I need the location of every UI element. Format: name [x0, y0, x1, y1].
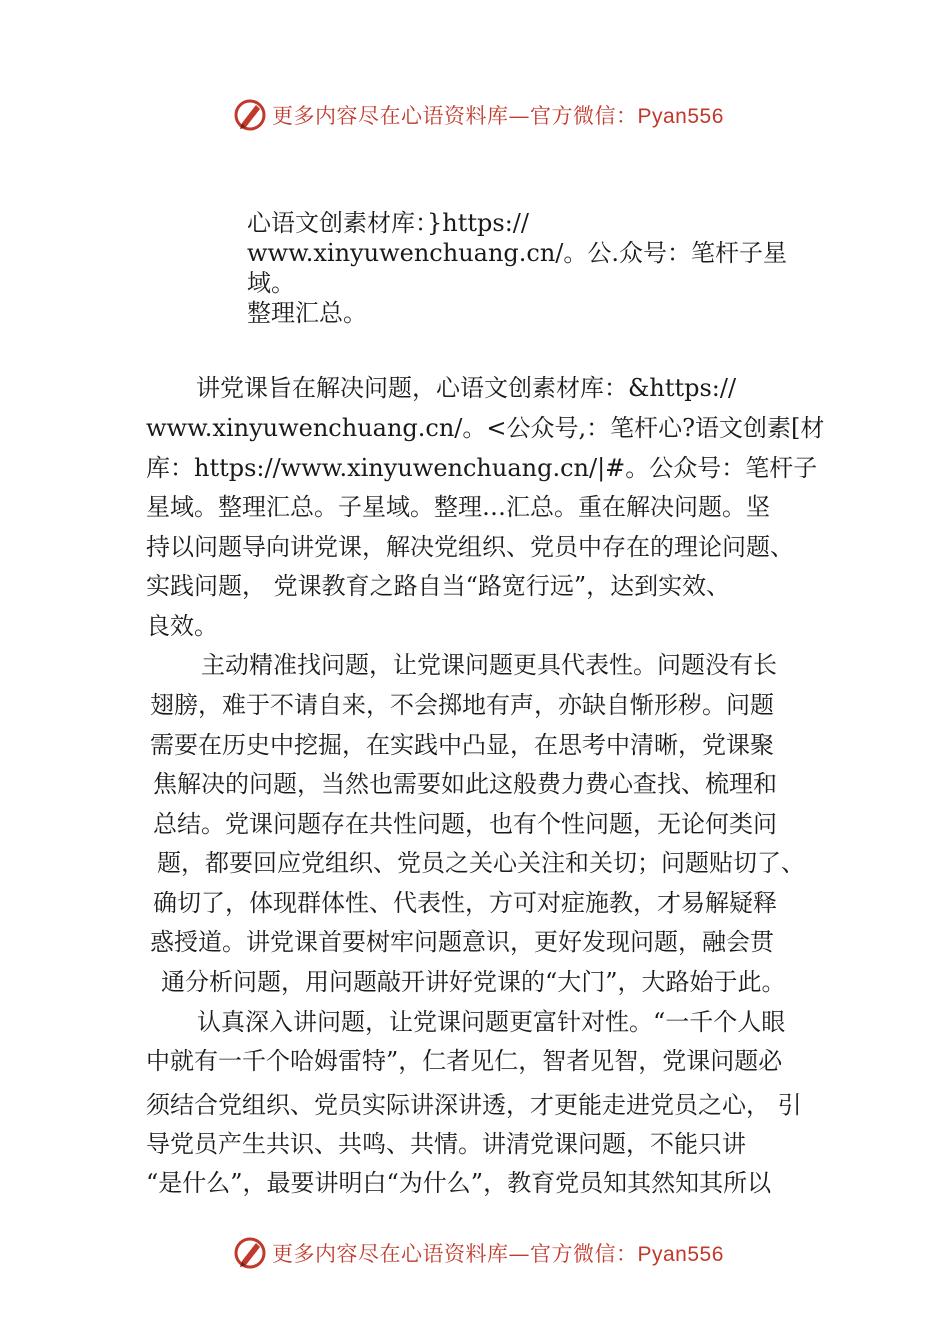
- body-line: 焦解决的问题，当然也需要如此这般费力费心查找、梳理和: [153, 770, 777, 798]
- body-line: “是什么”，最要讲明白“为什么”，教育党员知其然知其所以: [146, 1169, 772, 1197]
- body-line: 题，都要回应党组织、党员之关心关注和关切；问题贴切了、: [157, 849, 805, 877]
- banner-text: 更多内容尽在心语资料库—官方微信：Pyan556: [272, 1242, 724, 1266]
- body-line: 认真深入讲问题，让党课问题更富针对性。“一千个人眼: [197, 1008, 786, 1036]
- body-line: 导党员产生共识、共鸣、共情。讲清党课问题，不能只讲: [146, 1130, 746, 1158]
- source-note-line: 整理汇总。: [247, 299, 367, 327]
- banner-text: 更多内容尽在心语资料库—官方微信：Pyan556: [272, 104, 724, 128]
- body-line: 总结。党课问题存在共性问题，也有个性问题，无论何类问: [153, 810, 777, 838]
- body-line: 良效。: [146, 612, 218, 640]
- body-line: 翅膀，难于不请自来，不会掷地有声，亦缺自惭形秽。问题: [150, 691, 774, 719]
- footer-banner: [232, 1235, 724, 1271]
- body-line: 通分析问题，用问题敲开讲好党课的“大门”，大路始于此。: [161, 968, 786, 996]
- body-line: 需要在历史中挖掘，在实践中凸显，在思考中清晰，党课聚: [150, 731, 774, 759]
- header-banner: [232, 97, 724, 133]
- body-line: 持以问题导向讲党课，解决党组织、党员中存在的理论问题、: [146, 533, 794, 561]
- pen-logo-icon: [232, 1235, 268, 1271]
- body-line: 讲党课旨在解决问题，心语文创素材库：&https://: [196, 374, 737, 402]
- body-line: 中就有一千个哈姆雷特”，仁者见仁，智者见智，党课问题必: [146, 1047, 783, 1075]
- body-line: www.xinyuwenchuang.cn/。<公众号,：笔杆心?语文创素[材: [146, 414, 825, 442]
- body-line: 须结合党组织、党员实际讲深讲透，才更能走进党员之心， 引: [146, 1091, 802, 1119]
- body-line: 星域。整理汇总。子星域。整理…汇总。重在解决问题。坚: [146, 493, 770, 521]
- source-note: [247, 208, 827, 328]
- body-line: 惑授道。讲党课首要树牢问题意识，更好发现问题，融会贯: [150, 928, 774, 956]
- pen-logo-icon: [232, 97, 268, 133]
- body-line: 库：https://www.xinyuwenchuang.cn/|#。公众号：笔杆子: [146, 454, 818, 482]
- source-note-line: www.xinyuwenchuang.cn/。公.众号：笔杆子星域。: [247, 239, 788, 297]
- body-line: 确切了，体现群体性、代表性，方可对症施教，才易解疑释: [153, 889, 777, 917]
- source-note-line: 心语文创素材库：}https://: [247, 209, 529, 237]
- body-line: 主动精准找问题，让党课问题更具代表性。问题没有长: [201, 651, 777, 679]
- body-line: 实践问题， 党课教育之路自当“路宽行远”，达到实效、: [146, 572, 731, 600]
